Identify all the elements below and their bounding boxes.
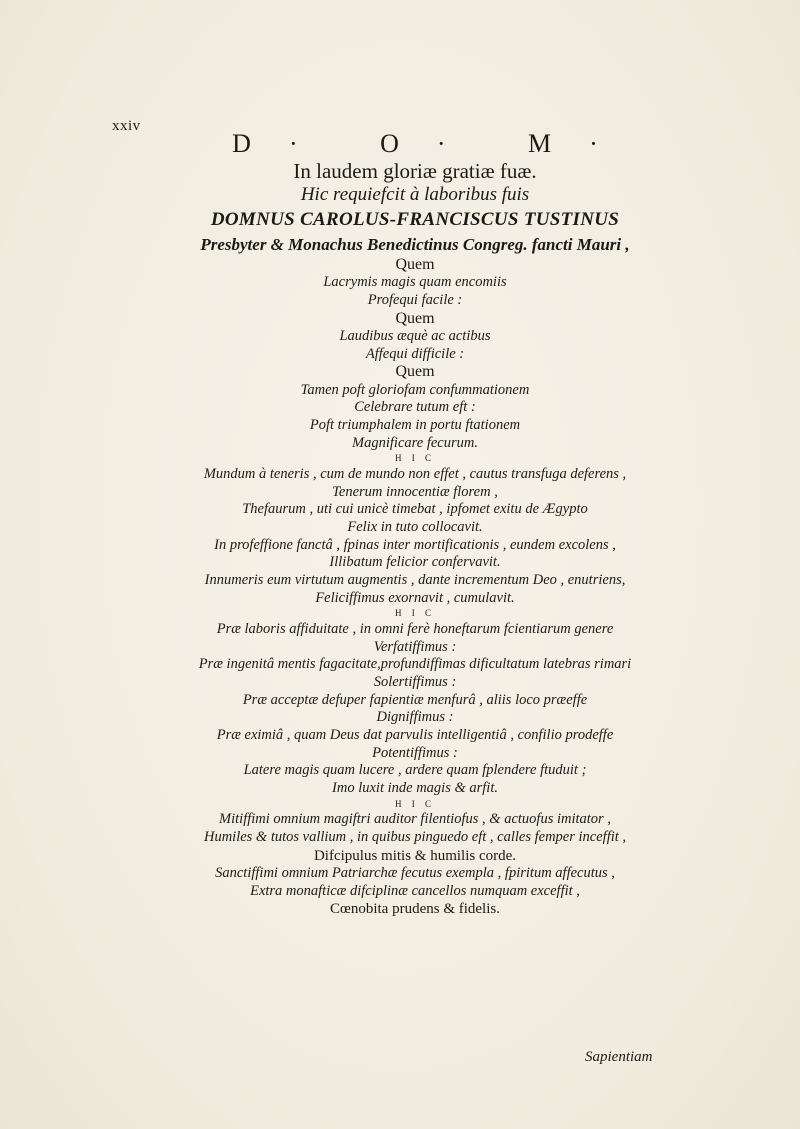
text-line: Sanctiffimi omnium Patriarchæ fecutus exempla , fpiritum affecutus , [215,864,615,881]
text-line: Potentiffimus : [372,744,458,761]
quem-line: Quem [395,363,435,381]
text-line: Humiles & tutos vallium , in quibus pinguedo eft , calles femper inceffit , [203,829,627,845]
text-line: Lacrymis magis quam encomiis [323,274,507,291]
epitaph-text [180,128,650,919]
text-line: Feliciffimus exornavit , cumulavit. [315,589,515,606]
dedication-line: In laudem gloriæ gratiæ fuæ. [293,159,537,184]
text-line: Magnificare fecurum. [352,434,478,451]
text-line: Laudibus æquè ac actibus [339,327,491,344]
text-line: Mundum à teneris , cum de mundo non effet , cautus transfuga deferens , [203,465,627,482]
text-line: Præ laboris affiduitate , in omni ferè honeftarum fcientiarum genere [216,620,614,637]
text-line: Præ acceptæ defuper fapientiæ menfurâ , aliis loco præeffe [242,691,588,708]
page-number: xxiv [112,118,141,134]
text-line: In profeffione fanctâ , fpinas inter mortificationis , eundem excolens , [214,536,616,553]
text-line: Affequi difficile : [365,345,465,362]
quem-line: Quem [395,255,435,273]
deceased-name: DOMNUS CAROLUS-FRANCISCUS TUSTINUS [210,209,620,231]
text-line: Poft triumphalem in portu ftationem [309,417,521,434]
text-line: Cœnobita prudens & fidelis. [330,901,500,918]
catchword: Sapientiam [585,1049,653,1065]
text-line: Imo luxit inde magis & arfit. [332,780,498,797]
title-line: Presbyter & Monachus Benedictinus Congreg. fancti Mauri , [200,234,630,254]
text-line: Tenerum innocentiæ florem , [332,483,498,500]
hic-divider: H I C [395,798,435,809]
text-line: Difcipulus mitis & humilis corde. [313,847,517,864]
dom-heading: D· O· M· [232,129,636,158]
text-line: Extra monafticæ difciplinæ cancellos numquam exceffit , [250,882,580,899]
text-line: Illibatum felicior confervavit. [329,554,501,571]
hic-requiescit-line: Hic requiefcit à laboribus fuis [300,184,530,206]
quem-line: Quem [395,309,435,327]
text-line: Præ eximiâ , quam Deus dat parvulis intelligentiâ , confilio prodeffe [216,727,614,744]
text-line: Innumeris eum virtutum augmentis , dante incrementum Deo , enutriens, [204,572,626,589]
hic-divider: H I C [395,608,435,619]
text-line: Verfatiffimus : [373,638,457,655]
text-line: Latere magis quam lucere , ardere quam fplendere ftuduit ; [243,762,587,779]
text-line: Mitiffimi omnium magiftri auditor filentiofus , & actuofus imitator , [219,811,611,828]
text-line: Tamen poft gloriofam confummationem [300,381,530,398]
text-line: Thefaurum , uti cui unicè timebat , ipfomet exitu de Ægypto [242,501,588,518]
hic-divider: H I C [395,453,435,464]
text-line: Solertiffimus : [373,674,457,690]
text-line: Celebrare tutum eft : [354,399,476,416]
text-line: Digniffimus : [376,709,454,726]
text-line: Profequi facile : [367,291,463,308]
text-line: Felix in tuto collocavit. [347,519,483,535]
text-line: Præ ingenitâ mentis fagacitate,profundiffimas dificultatum latebras rimari [198,656,632,673]
